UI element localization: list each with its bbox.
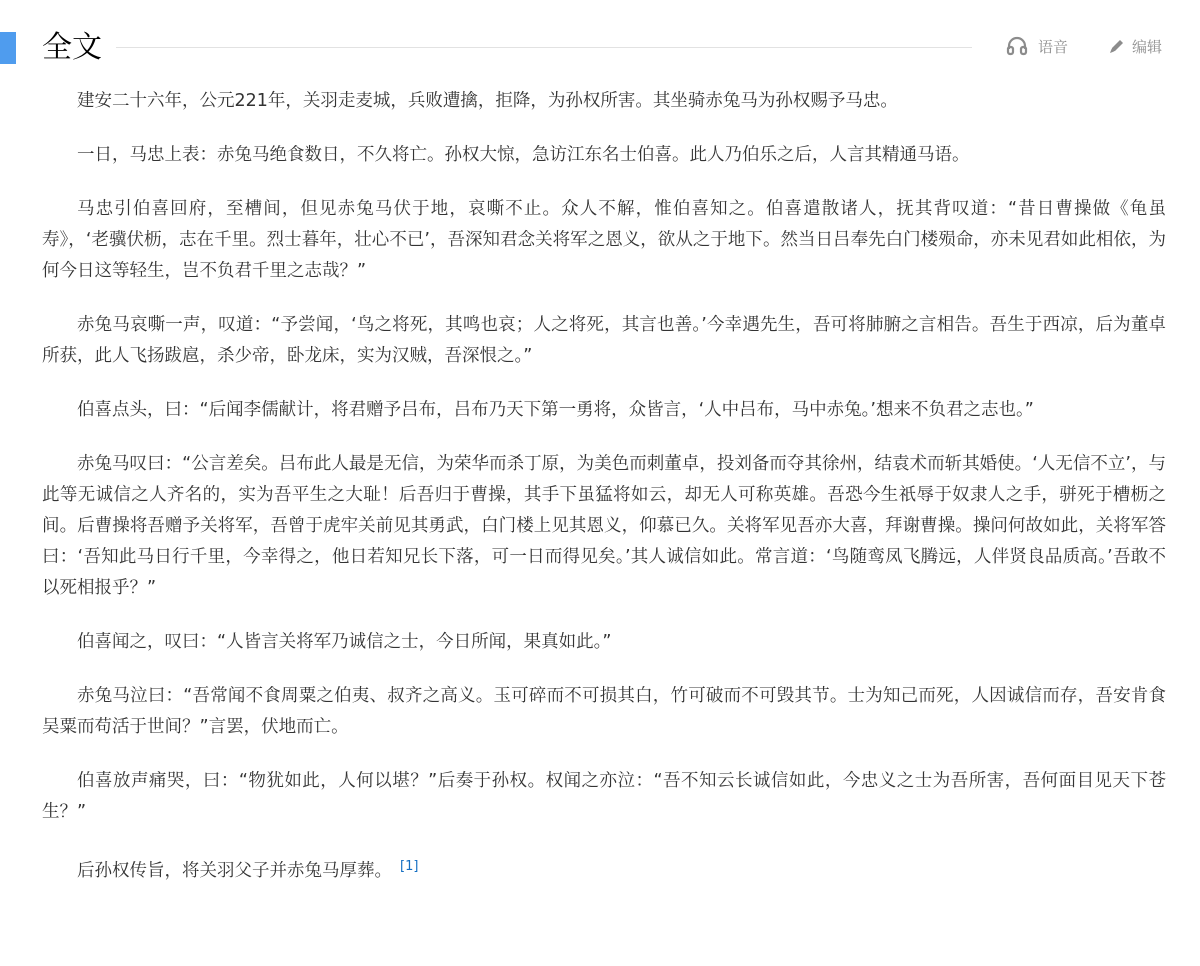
section-header [0,26,1200,70]
paragraph-1: 建安二十六年，公元221年，关羽走麦城，兵败遭擒，拒降，为孙权所害。其坐骑赤兔马为孙权赐予马忠。 [77,91,898,111]
voice-button[interactable] [1006,34,1068,58]
headphones-icon [1006,36,1028,56]
paragraph-8: 赤兔马泣曰：“吾常闻不食周粟之伯夷、叔齐之高义。玉可碎而不可损其白，竹可破而不可毁其节。士为知己而死，人因诚信而存，吾安肯食吴粟而苟活于世间？”言罢，伏地而亡。 [42,686,1166,737]
section-title: 全文 [42,30,102,65]
paragraph-10-text: 后孙权传旨，将关羽父子并赤兔马厚葬。 [77,861,392,881]
article-body [42,86,1166,910]
paragraph-7: 伯喜闻之，叹曰：“人皆言关将军乃诚信之士，今日所闻，果真如此。” [77,632,612,652]
paragraph-4: 赤兔马哀嘶一声，叹道：“予尝闻，‘鸟之将死，其鸣也哀；人之将死，其言也善。’今幸遇先生，吾可将肺腑之言相告。吾生于西凉，后为董卓所获，此人飞扬跋扈，杀少帝，卧龙床，实为汉贼，吾深恨之。” [42,315,1166,366]
pencil-icon [1108,37,1126,55]
paragraph-9: 伯喜放声痛哭，曰：“物犹如此，人何以堪？”后奏于孙权。权闻之亦泣：“吾不知云长诚信如此，今忠义之士为吾所害，吾何面目见天下苍生？” [42,771,1166,822]
paragraph-2: 一日，马忠上表：赤兔马绝食数日，不久将亡。孙权大惊，急访江东名士伯喜。此人乃伯乐之后，人言其精通马语。 [77,145,970,165]
reference-link[interactable]: [1] [400,859,419,874]
edit-label: 编辑 [1132,37,1163,56]
paragraph-5: 伯喜点头，曰：“后闻李儒献计，将君赠予吕布，吕布乃天下第一勇将，众皆言，‘人中吕布，马中赤兔。’想来不负君之志也。” [77,400,1034,420]
paragraph-6: 赤兔马叹曰：“公言差矣。吕布此人最是无信，为荣华而杀丁原，为美色而刺董卓，投刘备而夺其徐州，结袁术而斩其婚使。‘人无信不立’，与此等无诚信之人齐名的，实为吾平生之大耻！后吾归于曹操，其手下虽猛将如云，却无人可称英雄。吾恐今生祇辱于奴隶人之手，骈死于槽枥之间。后曹操将吾赠予关将军，吾曾于虎牢关前见其勇武，白门楼上见其恩义，仰慕已久。关将军见吾亦大喜，拜谢曹操。操问何故如此，关将军答曰：‘吾知此马日行千里，今幸得之，他日若知兄长下落，可一日而得见矣。’其人诚信如此。常言道：‘鸟随鸾凤飞腾远，人伴贤良品质高。’吾敢不以死相报乎？” [42,454,1166,598]
title-accent-bar [0,32,16,64]
voice-label: 语音 [1038,37,1069,56]
paragraph-3: 马忠引伯喜回府，至槽间，但见赤兔马伏于地，哀嘶不止。众人不解，惟伯喜知之。伯喜遣散诸人，抚其背叹道：“昔日曹操做《龟虽寿》，‘老骥伏枥，志在千里。烈士暮年，壮心不已’，吾深知君念关将军之恩义，欲从之于地下。然当日吕奉先白门楼殒命，亦未见君如此相依，为何今日这等轻生，岂不负君千里之志哉？” [42,199,1166,281]
paragraph-10 [42,851,1166,887]
edit-button[interactable] [1108,34,1162,58]
header-divider [116,47,972,48]
